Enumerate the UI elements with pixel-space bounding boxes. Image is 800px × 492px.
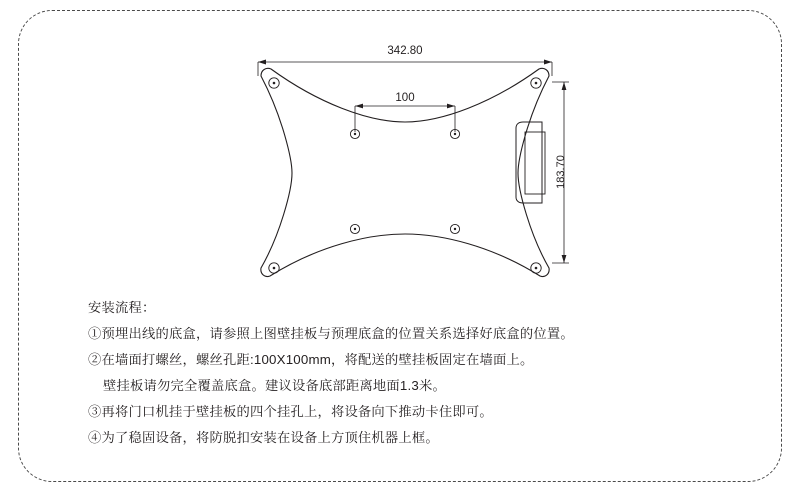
- dimension-width-label: 342.80: [387, 45, 423, 57]
- instructions-heading: 安装流程：: [88, 300, 156, 315]
- bracket-corner-holes: [269, 78, 541, 273]
- instruction-step-2-note: 壁挂板请勿完全覆盖底盒。建议设备底部距离地面1.3米。: [103, 377, 447, 393]
- dimension-height: [552, 82, 569, 263]
- instruction-step-2: ②在墙面打螺丝，螺丝孔距:100X100mm，将配送的壁挂板固定在墙面上。: [88, 351, 534, 367]
- instruction-step-1: ①预埋出线的底盒，请参照上图壁挂板与预理底盒的位置关系选择好底盒的位置。: [88, 325, 574, 341]
- dimension-width: [258, 45, 552, 76]
- dimension-height-label: 183.70: [555, 155, 567, 189]
- dimension-hole-pitch-label: 100: [395, 92, 415, 104]
- installation-instructions: [88, 295, 728, 451]
- dimension-hole-pitch: [355, 92, 455, 132]
- bracket-screw-holes: [350, 129, 459, 233]
- instruction-step-4: ④为了稳固设备，将防脱扣安装在设备上方顶住机器上框。: [88, 429, 439, 445]
- instruction-step-3: ③再将门口机挂于壁挂板的四个挂孔上，将设备向下推动卡住即可。: [88, 403, 493, 419]
